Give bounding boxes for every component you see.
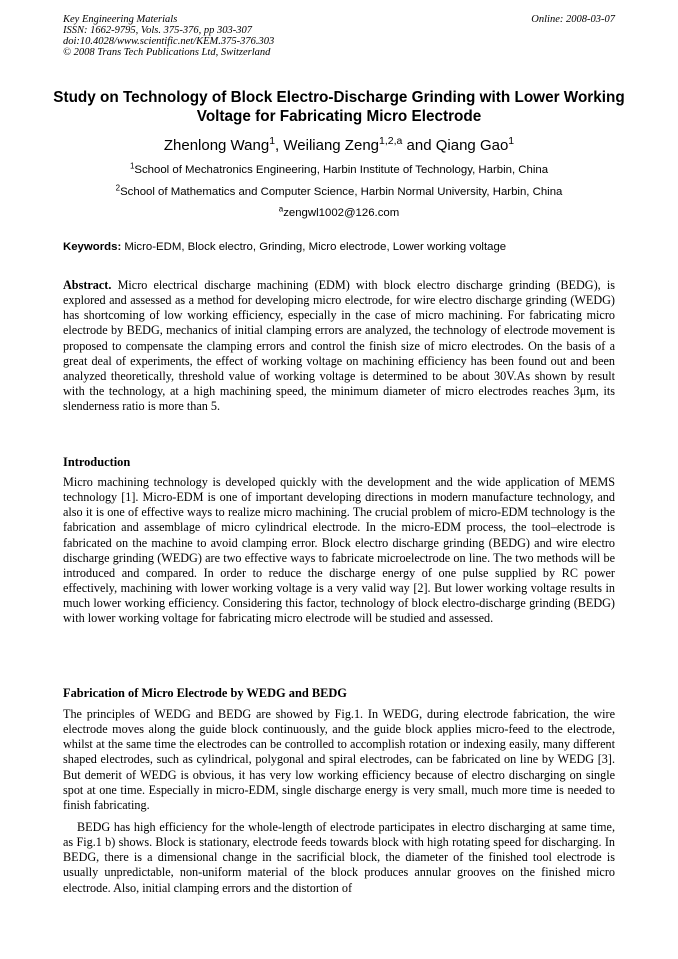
author-name: Weiliang Zeng xyxy=(283,137,380,154)
journal-header xyxy=(63,14,274,58)
author-name: Qiang Gao xyxy=(435,137,509,154)
author-separator: and xyxy=(402,137,436,154)
email-address: zengwl1002@126.com xyxy=(283,207,400,219)
email-mark: a xyxy=(278,204,284,214)
author-affiliation-mark: 1 xyxy=(508,135,515,148)
keywords-label: Keywords: xyxy=(63,241,122,253)
affiliation-text: School of Mechatronics Engineering, Harbin Institute of Technology, Harbin, China xyxy=(134,164,549,176)
introduction-paragraph: Micro machining technology is developed quickly with the development and the wide application of MEMS technology [1]. Micro-EDM is one of important developing directions in modern manufacture technology, and also it is one of effective ways to realize micro machining. The crucial problem of micro-EDM technology is the fabrication and assemblage of micro cylindrical electrode. In the micro-EDM process, the tool–electrode is fabricated on the machine to avoid clamping error. Block electro discharge grinding (BEDG) and wire electro discharge grinding (WEDG) are two effective ways to fabricate microelectrode on line. The two methods will be introduced and compared. In order to reduce the discharge energy of one pulse supplied by RC power effectively, machining with lower working voltage is a very valid way [2]. But lower working voltage results in much lower working efficiency. Considering this factor, technology of block electro-discharge grinding (BEDG) with lower working voltage for fabricating micro electrode will be studied and assessed. xyxy=(63,475,615,626)
contact-email xyxy=(40,206,638,220)
issn-line: ISSN: 1662-9795, Vols. 375-376, pp 303-307 xyxy=(63,25,252,36)
section-heading-introduction: Introduction xyxy=(63,455,131,469)
author-list xyxy=(40,137,638,155)
fabrication-paragraph-2: BEDG has high efficiency for the whole-length of electrode participates in electro discharging at same time, as Fig.1 b) shows. Block is stationary, electrode feeds towards block with high rotating speed for discharging. In BEDG, there is a dimensional change in the sacrificial block, the diameter of the finished tool electrode is usually unpredictable, non-uniform material of the block produces annular grooves on the finished micro electrode. Also, initial clamping errors and the distortion of xyxy=(63,820,615,895)
author-separator: , xyxy=(275,137,284,154)
affiliation-1 xyxy=(40,163,638,177)
keywords xyxy=(63,240,623,254)
paper-title: Study on Technology of Block Electro-Discharge Grinding with Lower Working Voltage for Fabricating Micro Electrode xyxy=(53,89,625,125)
abstract xyxy=(63,278,615,414)
author-name: Zhenlong Wang xyxy=(163,137,270,154)
section-heading-fabrication: Fabrication of Micro Electrode by WEDG and BEDG xyxy=(63,686,347,700)
affiliation-2 xyxy=(40,185,638,199)
journal-name: Key Engineering Materials xyxy=(63,14,178,25)
affiliation-mark: 2 xyxy=(115,183,121,193)
copyright-line: © 2008 Trans Tech Publications Ltd, Switzerland xyxy=(63,47,271,58)
affiliation-text: School of Mathematics and Computer Science, Harbin Normal University, Harbin, China xyxy=(120,186,563,198)
doi-line: doi:10.4028/www.scientific.net/KEM.375-376.303 xyxy=(63,36,275,47)
abstract-text: Micro electrical discharge machining (EDM) with block electro discharge grinding (BEDG), is explored and assessed as a method for developing micro electrode, for wire electro discharge grinding (WEDG) has shortcoming of low working efficiency, especially in the case of micro machining. For fabricating micro electrode by BEDG, mechanics of initial clamping errors are analyzed, the technology of electrode movement is proposed to compensate the clamping errors and control the finish size of micro electrodes. On the basis of a great deal of experiments, the effect of working voltage on machining efficiency has been found out and been analyzed theoretically, threshold value of working voltage is determined to be about 30V.As shown by result with the technology, at a high machining speed, the minimum diameter of micro electrodes reaches 3μm, its slenderness ratio is more than 5. xyxy=(63,278,615,414)
author-affiliation-mark: 1,2,a xyxy=(379,135,403,148)
keywords-text: Micro-EDM, Block electro, Grinding, Micro electrode, Lower working voltage xyxy=(121,241,507,253)
online-date: Online: 2008-03-07 xyxy=(531,14,615,25)
affiliation-mark: 1 xyxy=(129,161,135,171)
abstract-label: Abstract. xyxy=(63,278,112,292)
fabrication-paragraph-1: The principles of WEDG and BEDG are showed by Fig.1. In WEDG, during electrode fabrication, the wire electrode moves along the guide block continuously, and the guide block applies micro-feed to the electrode, whilst at the same time the electrodes can be controlled to accomplish rotation or indexing easily, many different shaped electrodes, such as cylindrical, polygonal and spiral electrodes, can be fabricated on line by WEDG [3]. But demerit of WEDG is obvious, it has very low working efficiency because of electro discharging on single spot at one time. Especially in micro-EDM, single discharge energy is very small, much more time is needed to finish fabricating. xyxy=(63,707,615,812)
author-affiliation-mark: 1 xyxy=(269,135,276,148)
